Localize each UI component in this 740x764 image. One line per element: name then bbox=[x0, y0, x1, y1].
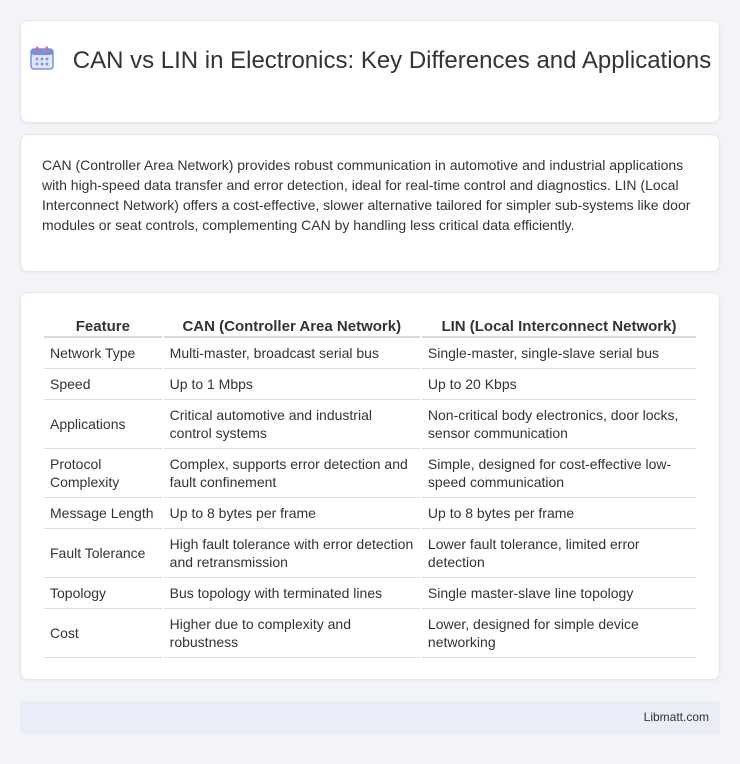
intro-paragraph: CAN (Controller Area Network) provides robust communication in automotive and industrial applications with high-speed data transfer and error detection, ideal for real-time control and diagnostics. LIN (Local Interconnect Network) offers a cost-effective, slower alternative tailored for simpler sub-systems like door modules or seat controls, complementing CAN by handling less critical data efficiently. bbox=[42, 157, 691, 233]
can-cell: Higher due to complexity and robustness bbox=[164, 609, 420, 658]
feature-cell: Protocol Complexity bbox=[44, 449, 162, 498]
table-row bbox=[44, 498, 696, 529]
table-row bbox=[44, 338, 696, 369]
feature-cell: Applications bbox=[44, 400, 162, 449]
table-row bbox=[44, 578, 696, 609]
page-title: CAN vs LIN in Electronics: Key Differences and Applications bbox=[72, 47, 712, 74]
lin-cell: Lower, designed for simple device networking bbox=[422, 609, 696, 658]
can-cell: Complex, supports error detection and fault confinement bbox=[164, 449, 420, 498]
can-cell: Multi-master, broadcast serial bus bbox=[164, 338, 420, 369]
comparison-table bbox=[42, 316, 698, 658]
footer-bar bbox=[20, 701, 720, 734]
feature-cell: Message Length bbox=[44, 498, 162, 529]
can-cell: Up to 1 Mbps bbox=[164, 369, 420, 400]
header-lin: LIN (Local Interconnect Network) bbox=[422, 316, 696, 338]
can-cell: Bus topology with terminated lines bbox=[164, 578, 420, 609]
lin-cell: Up to 20 Kbps bbox=[422, 369, 696, 400]
table-row bbox=[44, 529, 696, 578]
table-row bbox=[44, 449, 696, 498]
feature-cell: Fault Tolerance bbox=[44, 529, 162, 578]
feature-cell: Topology bbox=[44, 578, 162, 609]
can-cell: Critical automotive and industrial control systems bbox=[164, 400, 420, 449]
lin-cell: Single master-slave line topology bbox=[422, 578, 696, 609]
table-row bbox=[44, 369, 696, 400]
comparison-card bbox=[20, 292, 720, 680]
table-header-row bbox=[44, 316, 696, 338]
feature-cell: Speed bbox=[44, 369, 162, 400]
lin-cell: Simple, designed for cost-effective low-speed communication bbox=[422, 449, 696, 498]
table-row bbox=[44, 400, 696, 449]
feature-cell: Network Type bbox=[44, 338, 162, 369]
lin-cell: Non-critical body electronics, door locks, sensor communication bbox=[422, 400, 696, 449]
page-title-wrap bbox=[21, 45, 719, 75]
title-card bbox=[20, 20, 720, 123]
feature-cell: Cost bbox=[44, 609, 162, 658]
header-can: CAN (Controller Area Network) bbox=[164, 316, 420, 338]
lin-cell: Up to 8 bytes per frame bbox=[422, 498, 696, 529]
calendar-icon bbox=[29, 45, 55, 71]
footer-brand-link[interactable]: Libmatt.com bbox=[643, 710, 709, 724]
header-feature: Feature bbox=[44, 316, 162, 338]
lin-cell: Lower fault tolerance, limited error detection bbox=[422, 529, 696, 578]
can-cell: Up to 8 bytes per frame bbox=[164, 498, 420, 529]
can-cell: High fault tolerance with error detection and retransmission bbox=[164, 529, 420, 578]
intro-card bbox=[20, 134, 720, 272]
lin-cell: Single-master, single-slave serial bus bbox=[422, 338, 696, 369]
table-row bbox=[44, 609, 696, 658]
